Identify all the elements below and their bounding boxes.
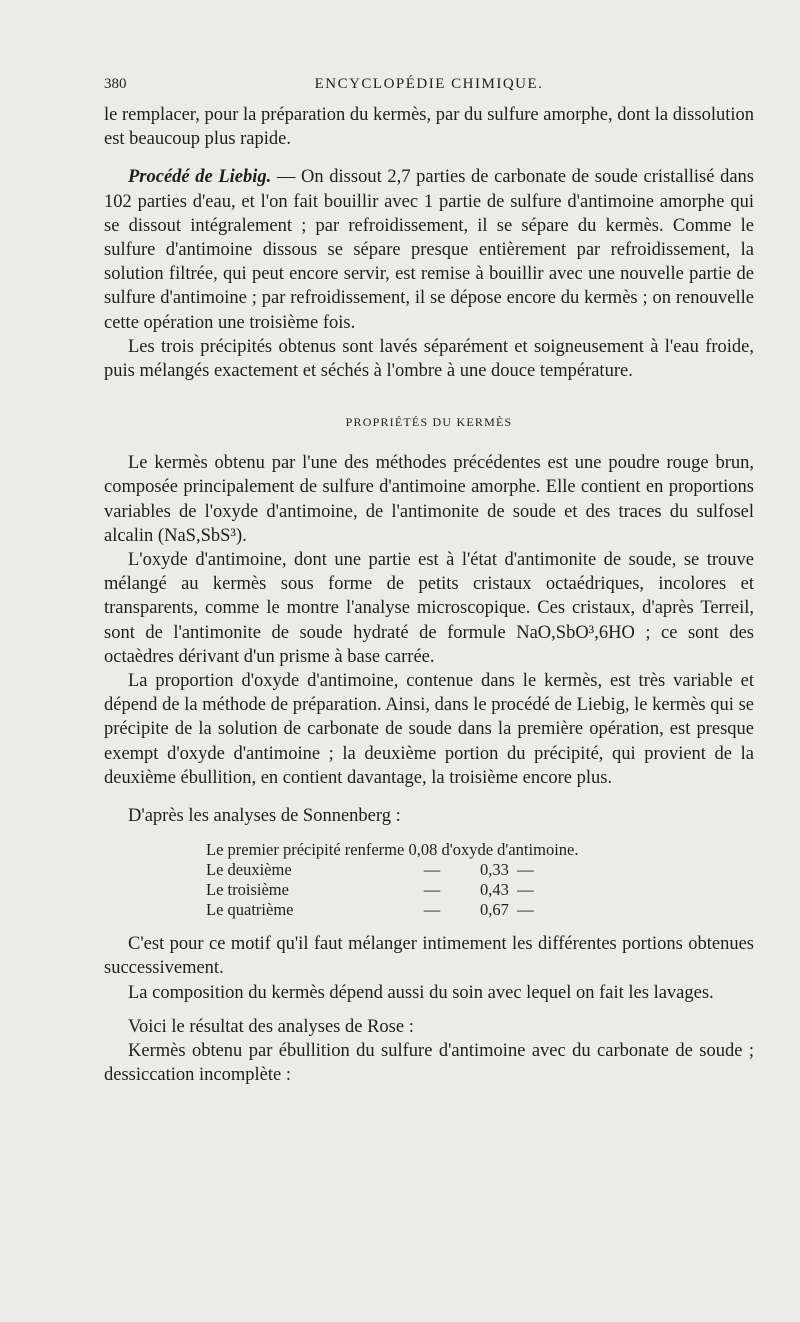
paragraph-8: C'est pour ce motif qu'il faut mélanger intimement les différentes portions obtenues successivement. [104,934,754,979]
table-cell-value: 0,67 — [480,900,534,920]
liebig-body: — On dissout 2,7 parties de carbonate de soude cristallisé dans 102 parties d'eau, et l'on fait bouillir avec 1 partie de sulfure d'antimoine amorphe qui se dissout intégralement ; par refroidissement, il se sépare du kermès. Comme le sulfure d'antimoine dissous se sépare presque entièrement par refroidissement, la solution filtrée, qui peut encore servir, est remise à bouillir avec une nouvelle partie de sulfure d'antimoine ; par refroidissement, il se dépose encore du kermès ; on renouvelle cette opération une troisième fois. [104,167,754,333]
table-cell-value: 0,43 — [480,880,534,900]
running-title: ENCYCLOPÉDIE CHIMIQUE. [314,76,544,92]
paragraph-11: Kermès obtenu par ébullition du sulfure d'antimoine avec du carbonate de soude ; dessiccation incomplète : [104,1041,754,1086]
liebig-title: Procédé de Liebig. [128,167,272,188]
table-cell-label: Le troisième [206,880,289,900]
paragraph-liebig [104,165,754,334]
table-cell-label: Le deuxième [206,860,292,880]
paragraph-3: Les trois précipités obtenus sont lavés séparément et soigneusement à l'eau froide, puis mélangés exactement et séchés à l'ombre à une douce température. [104,336,754,382]
paragraph-1: le remplacer, pour la préparation du kermès, par du sulfure amorphe, dont la dissolution est beaucoup plus rapide. [104,105,754,150]
table-cell-value: 0,08 d'oxyde d'antimoine. [408,840,579,860]
table-cell-dash: — [423,880,441,900]
paragraph-4: Le kermès obtenu par l'une des méthodes précédentes est une poudre rouge brun, composée principalement de sulfure d'antimoine amorphe. Elle contient en proportions variables de l'oxyde d'antimoine, de l'antimonite de soude et des traces du sulfosel alcalin (NaS,SbS³). [104,453,754,546]
paragraph-10: Voici le résultat des analyses de Rose : [128,1016,414,1037]
table-cell-value: 0,33 — [480,860,534,880]
table-row [206,880,754,900]
paragraph-9: La composition du kermès dépend aussi du soin avec lequel on fait les lavages. [128,982,714,1003]
table-row [206,860,754,880]
table-row [206,900,754,920]
table-cell-dash: — [423,860,441,880]
body-text [104,103,754,1088]
table-row [206,840,754,860]
paragraph-5: L'oxyde d'antimoine, dont une partie est à l'état d'antimonite de soude, se trouve mélangé au kermès sous forme de petits cristaux octaédriques, incolores et transparents, comme le montre l'analyse microscopique. Ces cristaux, d'après Terreil, sont de l'antimonite de soude hydraté de formule NaO,SbO³,6HO ; ce sont des octaèdres dérivant d'un prisme à base carrée. [104,550,754,667]
table-cell-dash: — [423,900,441,920]
table-cell-label: Le quatrième [206,900,294,920]
page-header [104,76,754,98]
page-number: 380 [104,76,127,92]
sonnenberg-table [104,840,754,920]
table-cell-label: Le premier précipité renferme [206,840,405,860]
paragraph-7: D'après les analyses de Sonnenberg : [128,806,401,827]
section-heading: PROPRIÉTÉS DU KERMÈS [345,415,513,430]
paragraph-6: La proportion d'oxyde d'antimoine, contenue dans le kermès, est très variable et dépend de la méthode de préparation. Ainsi, dans le procédé de Liebig, le kermès qui se précipite de la solution de carbonate de soude dans la première opération, est presque exempt d'oxyde d'antimoine ; la deuxième portion du précipité, qui provient de la deuxième ébullition, en contient davantage, la troisième encore plus. [104,671,754,788]
